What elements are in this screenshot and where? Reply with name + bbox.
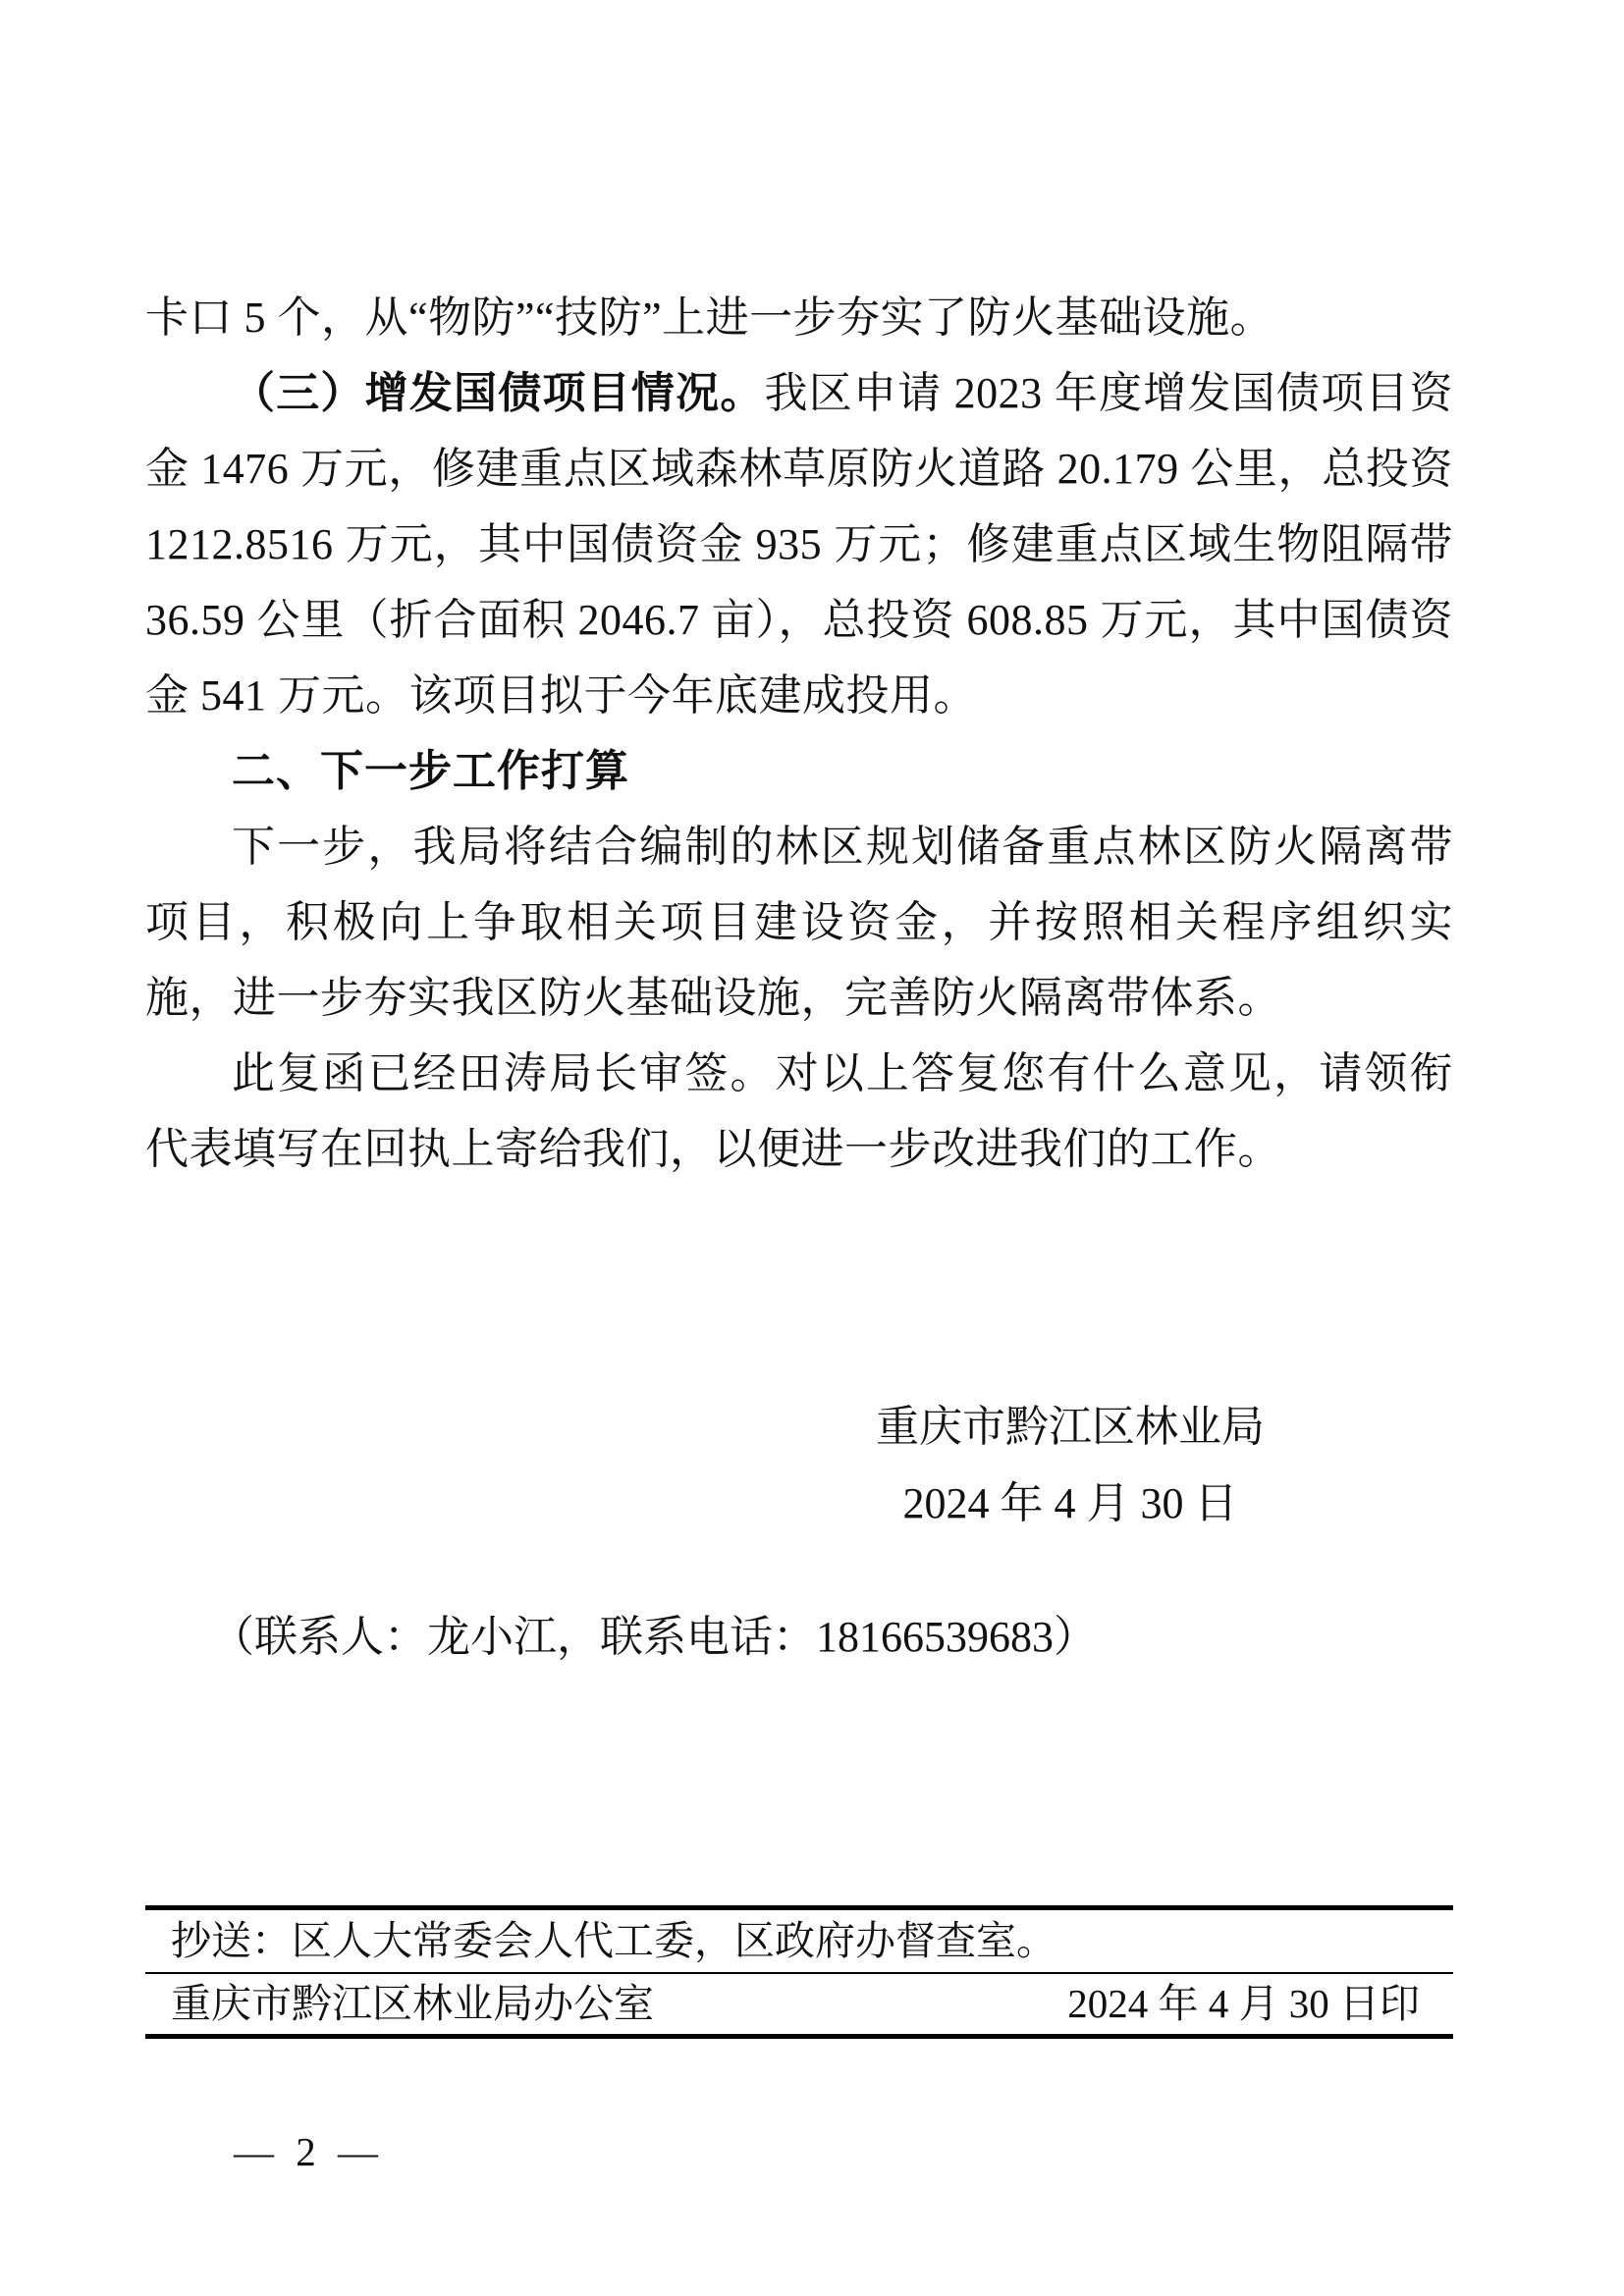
document-body: [145, 280, 1453, 1187]
footer-imprint: [145, 1905, 1453, 2039]
contact-line: （联系人：龙小江，联系电话：18166539683）: [211, 1613, 1097, 1661]
paragraph-closing: 此复函已经田涛局长审签。对以上答复您有什么意见，请领衔代表填写在回执上寄给我们，以便进一步改进我们的工作。: [145, 1049, 1453, 1173]
section-heading-2: 二、下一步工作打算: [232, 747, 629, 795]
footer-print-date: 2024 年 4 月 30 日印: [1067, 1981, 1420, 2026]
section-3-text: 我区申请 2023 年度增发国债项目资金 1476 万元，修建重点区域森林草原防火道路 20.179 公里，总投资 1212.8516 万元，其中国债资金 935 万元；修建重点区域生物阻隔带 36.59 公里（折合面积 2046.7 亩），总投资 608.85 万元，其中国债资金 541 万元。该项目拟于今年底建成投用。: [145, 369, 1454, 720]
footer-office-row: [145, 1974, 1453, 2034]
paragraph-continuation: 卡口 5 个，从“物防”“技防”上进一步夯实了防火基础设施。: [145, 294, 1274, 342]
paragraph-section-3: [145, 355, 1453, 733]
signature-organization: 重庆市黔江区林业局: [876, 1403, 1265, 1451]
section-3-label: （三）增发国债项目情况。: [232, 369, 765, 417]
footer-cc-line: 抄送：区人大常委会人代工委，区政府办督查室。: [145, 1910, 1453, 1974]
signature-block: [864, 1389, 1276, 1542]
signature-date: 2024 年 4 月 30 日: [902, 1479, 1238, 1527]
page-number: — 2 —: [234, 2129, 384, 2174]
footer-office-name: 重庆市黔江区林业局办公室: [171, 1981, 654, 2026]
paragraph-next-steps: 下一步，我局将结合编制的林区规划储备重点林区防火隔离带项目，积极向上争取相关项目建设资金，并按照相关程序组织实施，进一步夯实我区防火基础设施，完善防火隔离带体系。: [145, 823, 1453, 1022]
